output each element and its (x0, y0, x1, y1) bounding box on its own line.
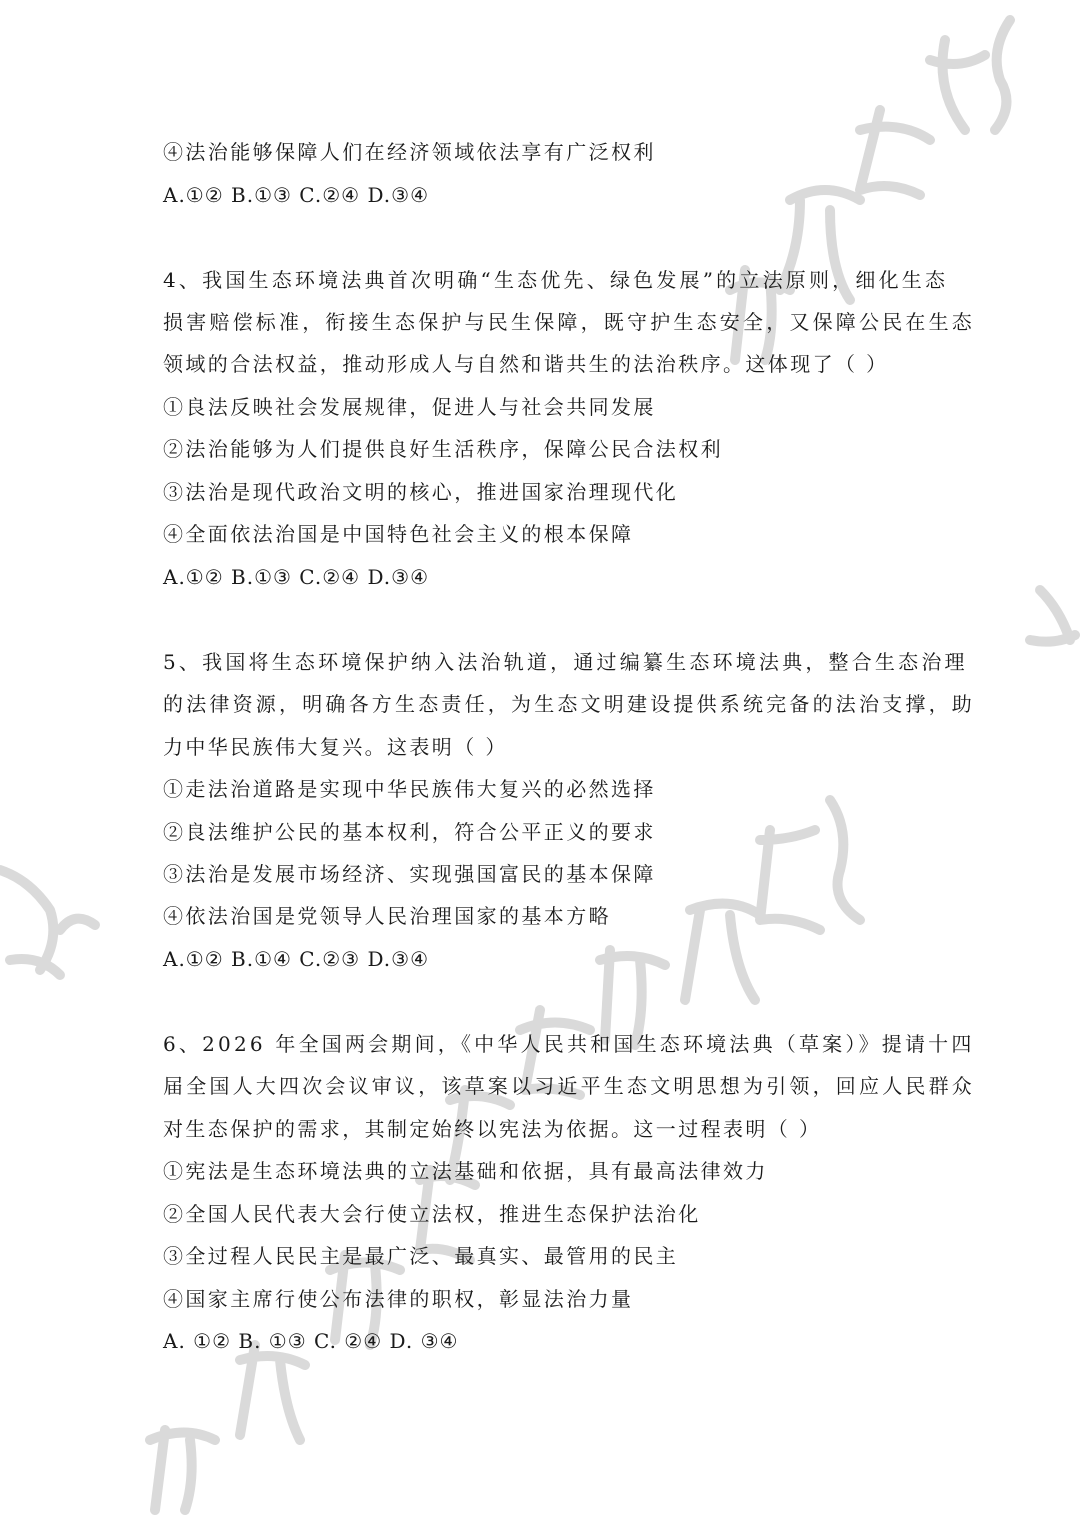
q6-stem-line-1: 6、2026 年全国两会期间，《中华人民共和国生态环境法典（草案）》提请十四 (163, 1032, 975, 1056)
q6-option-4: ④国家主席行使公布法律的职权，彰显法治力量 (163, 1287, 634, 1311)
q4-stem-line-2: 损害赔偿标准，衔接生态保护与民生保障，既守护生态安全，又保障公民在生态 (163, 310, 975, 334)
q5-stem-line-2: 的法律资源，明确各方生态责任，为生态文明建设提供系统完备的法治支撑，助 (163, 692, 975, 716)
q5-option-1: ①走法治道路是实现中华民族伟大复兴的必然选择 (163, 777, 656, 801)
q4-answer-choices: A.①② B.①③ C.②④ D.③④ (163, 565, 429, 589)
q6-option-3: ③全过程人民民主是最广泛、最真实、最管用的民主 (163, 1244, 679, 1268)
q6-stem-line-3: 对生态保护的需求，其制定始终以宪法为依据。这一过程表明（ ） (163, 1117, 822, 1141)
q4-option-4: ④全面依法治国是中国特色社会主义的根本保障 (163, 522, 634, 546)
q5-option-3: ③法治是发展市场经济、实现强国富民的基本保障 (163, 862, 656, 886)
q5-answer-choices: A.①② B.①④ C.②③ D.③④ (163, 947, 429, 971)
q6-stem-line-2: 届全国人大四次会议审议，该草案以习近平生态文明思想为引领，回应人民群众 (163, 1074, 975, 1098)
q3-answer-choices: A.①② B.①③ C.②④ D.③④ (163, 183, 429, 207)
q5-option-2: ②良法维护公民的基本权利，符合公平正义的要求 (163, 820, 656, 844)
q5-option-4: ④依法治国是党领导人民治理国家的基本方略 (163, 904, 611, 928)
q6-option-1: ①宪法是生态环境法典的立法基础和依据，具有最高法律效力 (163, 1159, 768, 1183)
q4-stem-line-3: 领域的合法权益，推动形成人与自然和谐共生的法治秩序。这体现了（ ） (163, 352, 889, 376)
q6-option-2: ②全国人民代表大会行使立法权，推进生态保护法治化 (163, 1202, 701, 1226)
q3-option-4: ④法治能够保障人们在经济领域依法享有广泛权利 (163, 140, 656, 164)
q4-option-1: ①良法反映社会发展规律，促进人与社会共同发展 (163, 395, 656, 419)
q5-stem-line-1: 5、我国将生态环境保护纳入法治轨道，通过编纂生态环境法典，整合生态治理 (163, 650, 968, 674)
q6-answer-choices: A. ①② B. ①③ C. ②④ D. ③④ (163, 1329, 459, 1353)
q4-option-2: ②法治能够为人们提供良好生活秩序，保障公民合法权利 (163, 437, 723, 461)
q4-option-3: ③法治是现代政治文明的核心，推进国家治理现代化 (163, 480, 679, 504)
q5-stem-line-3: 力中华民族伟大复兴。这表明（ ） (163, 735, 508, 759)
q4-stem-line-1: 4、我国生态环境法典首次明确“生态优先、绿色发展”的立法原则，细化生态 (163, 268, 949, 292)
